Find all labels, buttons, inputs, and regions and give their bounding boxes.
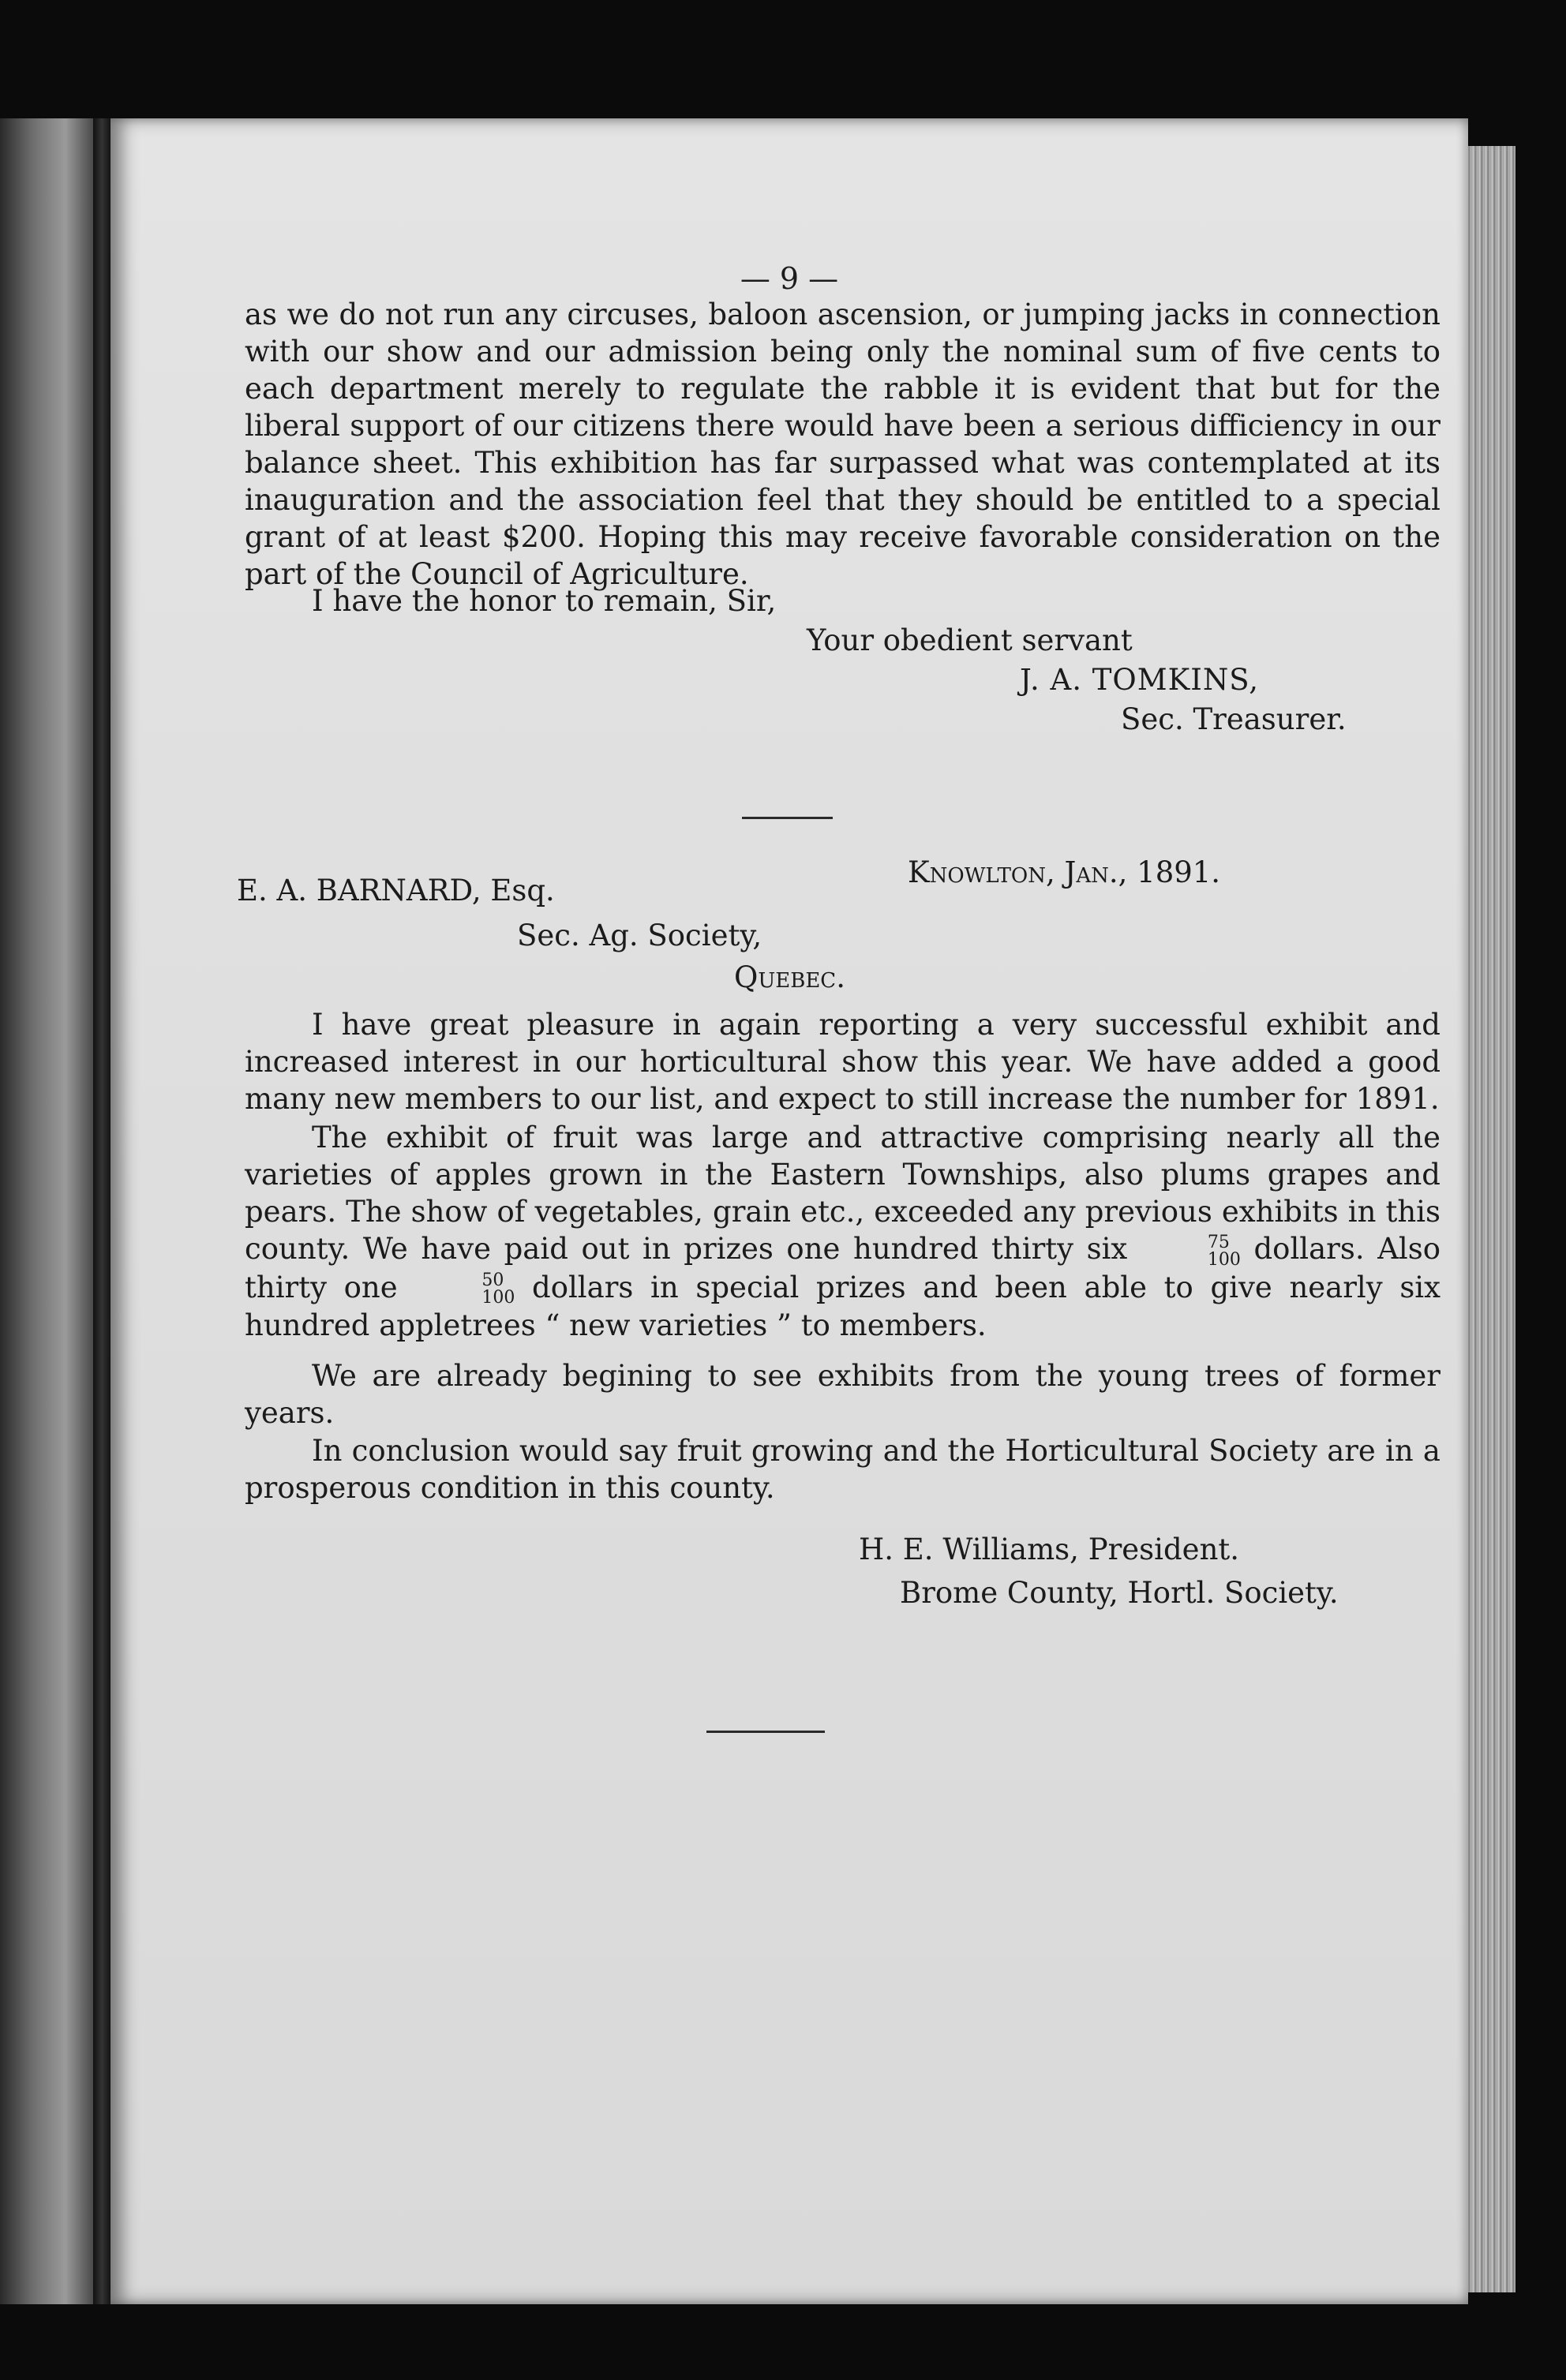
letter-paragraph-3: We are already begining to see exhibits from the young trees of former years.	[245, 1359, 1440, 1430]
book-binding	[93, 118, 111, 2304]
society-name: Brome County, Hortl. Society.	[900, 1576, 1339, 1610]
letter-paragraph-1: I have great pleasure in again reporting a very successful exhibit and increased interest in our horticultural show this year. We have added a good many new members to our list, and expect to still increase the number for 1891.	[245, 1008, 1440, 1116]
fraction-1-numerator: 75	[1207, 1232, 1230, 1252]
end-divider	[706, 1731, 825, 1733]
paragraph-2-part-c: dollars in special prizes and been able to give nearly six hundred appletrees “ new varieties ” to members.	[245, 1270, 1441, 1342]
signer-title: Sec. Treasurer.	[1121, 702, 1347, 736]
fraction-2-denominator: 100	[481, 1288, 515, 1308]
valediction: Your obedient servant	[807, 623, 1133, 657]
letter-paragraph-4: In conclusion would say fruit growing and the Horticultural Society are in a prosperous condition in this county.	[245, 1434, 1440, 1505]
dateline: Knowlton, Jan., 1891.	[908, 855, 1221, 889]
signer-name: J. A. TOMKINS,	[1020, 663, 1260, 697]
letter-closing: I have the honor to remain, Sir,	[312, 584, 777, 618]
fraction-1	[1141, 1234, 1241, 1269]
letter-paragraph-2	[245, 1119, 1440, 1344]
president-name: H. E. Williams, President.	[859, 1532, 1240, 1566]
addressee-title: Sec. Ag. Society,	[517, 919, 762, 952]
fraction-2-numerator: 50	[481, 1270, 504, 1290]
addressee-name: E. A. BARNARD, Esq.	[237, 874, 555, 907]
previous-page-edge	[0, 118, 93, 2304]
fraction-1-denominator: 100	[1207, 1249, 1241, 1270]
paragraph-2-part-b: dollars. Also thirty one	[245, 1232, 1441, 1304]
fraction-2	[414, 1272, 515, 1307]
section-divider	[742, 817, 833, 819]
page-number: — 9 —	[740, 261, 839, 296]
addressee-city: Quebec.	[734, 960, 845, 994]
document-page	[111, 118, 1468, 2304]
paragraph-2-part-a: The exhibit of fruit was large and attractive comprising nearly all the varieties of apples grown in the Eastern Townships, also plums grapes and pears. The show of vegetables, grain etc., exceeded any previous exhibits in this county. We have paid out in prizes one hundred thirty six	[245, 1121, 1440, 1266]
continuation-paragraph: as we do not run any circuses, baloon ascension, or jumping jacks in connection with our show and our admission being only the nominal sum of five cents to each department merely to regulate the rabble it is evident that but for the liberal support of our citizens there would have been a serious difficiency in our balance sheet. This exhibition has far surpassed what was contemplated at its inauguration and the association feel that they should be entitled to a special grant of at least $200. Hoping this may receive favorable consideration on the part of the Council of Agriculture.	[245, 298, 1440, 591]
president-signature	[859, 1531, 1239, 1568]
